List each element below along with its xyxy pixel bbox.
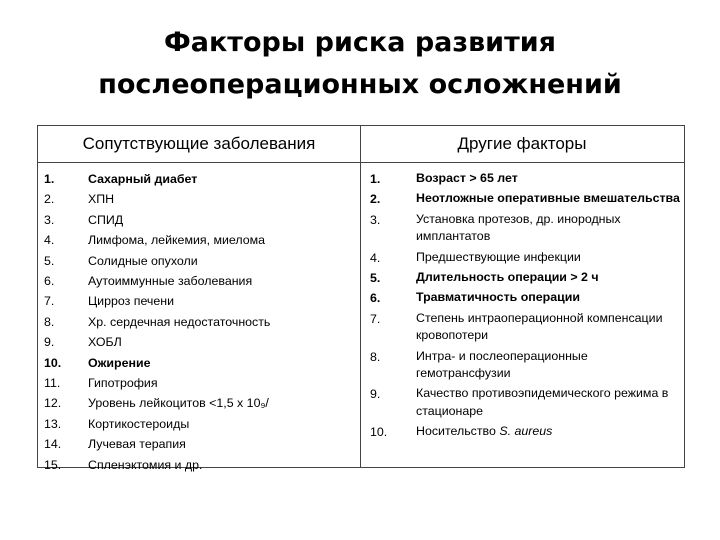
item-text-main: Цирроз печени	[88, 294, 175, 309]
risk-factors-table	[37, 125, 685, 472]
list-item	[370, 309, 680, 345]
item-text-main: ХПН	[88, 192, 115, 207]
list-item	[44, 434, 354, 454]
item-number: 11.	[44, 376, 61, 391]
item-text	[88, 189, 354, 209]
list-item	[44, 271, 354, 291]
header-comorbidities: Сопутствующие заболевания	[82, 134, 316, 153]
item-text	[416, 268, 680, 286]
list-item	[370, 422, 680, 440]
list-item	[44, 455, 354, 475]
item-number: 3.	[370, 212, 381, 227]
list-item	[370, 268, 680, 286]
title-line-2: послеоперационных осложнений	[98, 69, 622, 100]
column-divider	[360, 126, 361, 467]
list-item	[44, 169, 354, 189]
slide-title	[0, 22, 720, 106]
item-text	[416, 288, 680, 306]
item-text	[88, 230, 354, 250]
item-text	[88, 210, 354, 230]
item-text	[88, 291, 354, 311]
list-item	[44, 353, 354, 373]
item-text	[88, 455, 354, 475]
item-text	[416, 189, 680, 207]
table-header-row	[38, 126, 684, 163]
list-item	[44, 291, 354, 311]
item-text-main: Лучевая терапия	[88, 437, 186, 452]
item-text	[416, 309, 680, 345]
item-text	[416, 248, 680, 266]
comorbidities-list	[44, 169, 354, 475]
title-line-1: Факторы риска развития	[163, 27, 556, 58]
list-item	[44, 393, 354, 413]
item-number: 12.	[44, 396, 62, 411]
item-text-main: Лимфома, лейкемия, миелома	[88, 233, 266, 248]
item-text	[88, 353, 354, 373]
item-number: 13.	[44, 416, 62, 431]
item-text-main: Установка протезов, др. инородных имплантатов	[416, 211, 621, 244]
item-number: 10.	[44, 355, 62, 370]
list-item	[44, 210, 354, 230]
list-item	[370, 248, 680, 266]
item-number: 10.	[370, 425, 388, 440]
item-text-main: СПИД	[88, 212, 124, 227]
list-item	[370, 189, 680, 207]
item-number: 14.	[44, 437, 62, 452]
item-number: 9.	[44, 335, 55, 350]
item-text-main: Длительность операции > 2 ч	[416, 270, 599, 285]
item-text	[88, 251, 354, 271]
item-text-main: Солидные опухоли	[88, 253, 198, 268]
list-item	[370, 384, 680, 420]
item-text-main: Кортикостероиды	[88, 416, 190, 431]
list-item	[44, 312, 354, 332]
item-number: 9.	[370, 387, 381, 402]
item-number: 1.	[370, 172, 381, 186]
item-text-main: Неотложные оперативные вмешательства	[416, 191, 680, 206]
item-text	[416, 422, 680, 440]
item-text	[88, 271, 354, 291]
item-text	[88, 169, 354, 189]
list-item	[370, 288, 680, 306]
list-item	[370, 347, 680, 383]
item-number: 8.	[44, 314, 55, 329]
item-number: 6.	[370, 291, 381, 306]
item-text-main: Степень интраоперационной компенсации кровопотери	[416, 310, 663, 343]
item-text-main: Качество противоэпидемического режима в стационаре	[416, 386, 669, 418]
item-text-main: Уровень лейкоцитов <1,5 x 10₉/	[88, 396, 269, 411]
other-factors-list	[370, 169, 680, 443]
item-text	[416, 169, 680, 187]
item-number: 15.	[44, 457, 62, 472]
list-item	[44, 373, 354, 393]
item-number: 5.	[370, 271, 381, 286]
item-text	[88, 414, 354, 434]
item-text-main: Интра- и послеоперационные гемотрансфузии	[416, 348, 588, 381]
item-number: 6.	[44, 274, 55, 289]
list-item	[370, 169, 680, 187]
item-number: 2.	[44, 192, 55, 207]
item-text-main: Ожирение	[88, 355, 151, 370]
item-text	[416, 347, 680, 383]
list-item	[44, 332, 354, 352]
item-text	[88, 312, 354, 332]
list-item	[44, 414, 354, 434]
item-text-main: Травматичность операции	[416, 290, 580, 305]
item-text-main: Хр. сердечная недостаточность	[88, 314, 271, 329]
item-number: 4.	[44, 233, 55, 248]
item-text-main: Аутоиммунные заболевания	[88, 274, 253, 289]
item-number: 1.	[44, 172, 55, 186]
item-number: 8.	[370, 349, 381, 364]
item-text-main: Носительство	[416, 424, 496, 439]
item-number: 3.	[44, 212, 55, 227]
item-text	[88, 393, 354, 413]
item-text	[88, 373, 354, 393]
item-text-italic: S. aureus	[499, 424, 553, 439]
item-text-main: Возраст > 65 лет	[416, 171, 518, 185]
list-item	[370, 210, 680, 246]
item-text	[416, 210, 680, 246]
item-number: 4.	[370, 250, 381, 265]
item-text-main: Спленэктомия и др.	[88, 457, 203, 472]
item-text-main: Гипотрофия	[88, 376, 158, 391]
item-text-main: Сахарный диабет	[88, 172, 198, 186]
item-text-main: Предшествующие инфекции	[416, 249, 581, 264]
list-item	[44, 189, 354, 209]
list-item	[44, 230, 354, 250]
item-number: 7.	[44, 294, 55, 309]
item-number: 7.	[370, 311, 381, 326]
header-other-factors: Другие факторы	[457, 134, 587, 153]
item-text-main: ХОБЛ	[88, 335, 122, 350]
item-number: 2.	[370, 192, 381, 207]
item-text	[416, 384, 680, 420]
item-text	[88, 332, 354, 352]
item-number: 5.	[44, 253, 55, 268]
list-item	[44, 251, 354, 271]
item-text	[88, 434, 354, 454]
